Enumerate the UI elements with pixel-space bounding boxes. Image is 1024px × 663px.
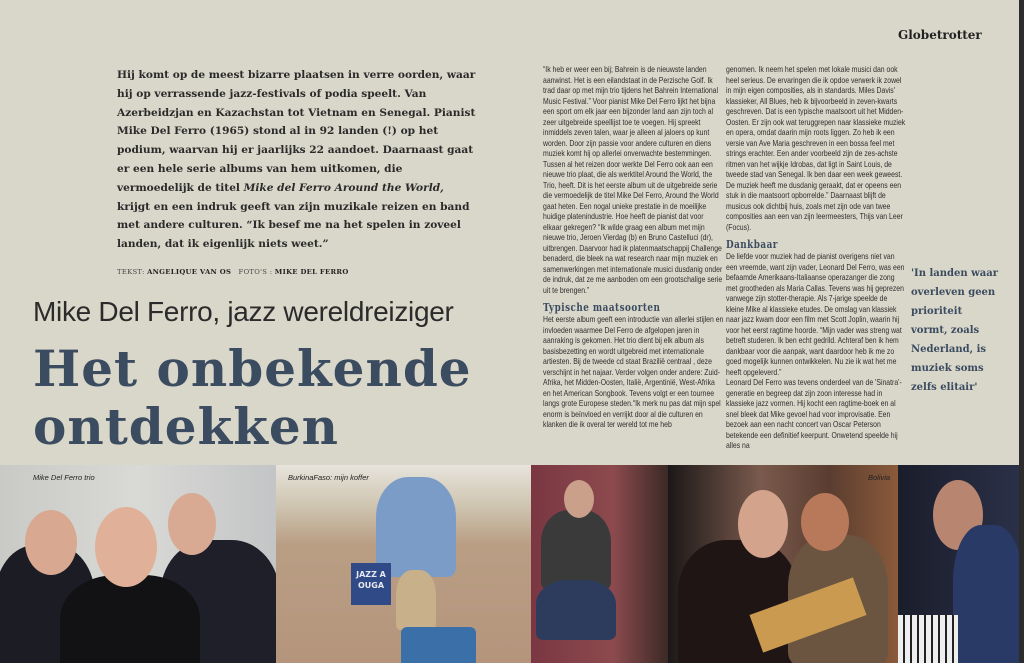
credits [117,268,349,276]
body-paragraph: De liefde voor muziek had de pianist overigens niet van een vreemde, want zijn vader, Leonard Del Ferro, was een befaamde Amerikaans-Italiaanse operazanger die zong met grootheden als Maria Callas. Tevens was hij geprezen vanwege zijn stotter-therapie. Als 7-jarige speelde de kleine Mike al klassieke etudes. De omslag van klassiek naar jazz kwam door een film met Scott Joplin, waarin hij voor het eerst ragtime hoorde. “Mijn vader was streng wat betreft studeren. Ik ben echt gedrild. Achteraf ben ik hem dankbaar voor die aanpak, want daardoor heb ik me zo goed mogelijk kunnen ontwikkelen. Nu zie ik wat het me heeft opgeleverd.” [726,251,905,377]
intro-text-end: krijgt en een indruk geeft van zijn muzikale reizen en band met andere culturen. “Ik besef me na het spelen in zoveel landen, dat ik eigenlijk niets weet.” [117,200,470,251]
credit-photo-label: FOTO'S : [238,268,273,276]
photo-caption: BurkinaFaso: mijn koffer [288,473,369,482]
text-column-2 [726,64,907,451]
intro-text: Hij komt op de meest bizarre plaatsen in verre oorden, waar hij op verrassende jazz-festivals of podia speelt. Van Azerbeidzjan en Kazachstan tot Vietnam en Senegal. Pianist Mike Del Ferro (1965) stond al in 92 landen (!) op het podium, waarvan hij er jaarlijks 22 aandoet. Daarnaast gaat er een hele serie albums van hem uitkomen, die vermoedelijk de titel [117,69,476,194]
intro-paragraph [117,66,477,254]
page-spine [1019,0,1024,663]
intro-album-title: Mike del Ferro Around the World, [243,181,444,194]
text-column-1 [543,64,724,430]
photo-burkina-faso [276,465,531,663]
photo-trio [0,465,276,663]
pull-quote: 'In landen waar overleven geen prioriteit vormt, zoals Nederland, is muziek soms zelfs elitair' [911,268,998,393]
photo-at-piano [531,465,668,663]
photo-caption: Bolivia [868,473,891,482]
credit-text-label: TEKST: [117,268,145,276]
photo-caption: Mike Del Ferro trio [33,473,95,482]
photo-bolivia [668,465,898,663]
body-paragraph: genomen. Ik neem het spelen met lokale musici dan ook heel serieus. De ervaringen die ik opdoe verwerk ik zowel in mijn eigen composities, als in standards. Miles Davis' klassieker, All Blues, heb ik bijvoorbeeld in zeven-kwarts geschreven. Dat is een typische maatsoort uit het Midden-Oosten. Er zijn ook wat teruggrepen naar klassieke muziek en opera, omdat daarin mijn roots liggen. Zo heb ik een versie van Ave Maria geschreven in een bossa feel met strings erachter. Een ander voorbeeld zijn de zes-achste ritmen van het wijkje Idrobas, dat ligt in Saint Louis, de tweede stad van Senegal. Ik ben daar een week geweest. De muziek heeft me dusdanig geraakt, dat er opeens een stuk in die maatsoort opborrelde.” Daarnaast blijft de musicus ook dichtbij huis, zoals met zijn ode van twee composities aan een van zijn leermeesters, Thijs van Leer (Focus). [726,64,906,232]
credit-photo-author: MIKE DEL FERRO [274,268,349,276]
jazz-sign: JAZZ A OUGA [351,563,391,605]
body-paragraph: Leonard Del Ferro was tevens onderdeel van de 'Sinatra'-generatie en begreep dat zijn zoon interesse had in klassieke jazz vormen. Hij kocht een ragtime-boek en al snel bleek dat Mike gevoel had voor improvisatie. Een bezoek aan een nacht concert van Oscar Peterson betekende een definitief keerpunt. Onwetend speelde hij alles na [726,377,902,450]
section-heading: Dankbaar [726,238,778,251]
title-line-2: ontdekken [33,397,340,456]
body-paragraph: Het eerste album geeft een introductie van allerlei stijlen en invloeden waarmee Del Ferro de afgelopen jaren in aanraking is gekomen. Het trio dient bij elk album als basisbezetting en wordt uitgebreid met internationale artiesten. Bij de tweede cd staat Brazilië centraal , deze verschijnt in het najaar. Verder volgen onder andere: Zuid-Afrika, het Midden-Oosten, Italië, Argentinië, West-Afrika en het American Songbook. Tevens volgt er een tournee langs grote Europese steden.“Ik merk nu pas dat mijn spel enorm is beïnvloed en verrijkt door al die culturen en klanken die ik overal ter wereld tot me heb [543,314,724,429]
credit-text-author: ANGELIQUE VAN OS [147,268,232,276]
title-line-1: Het onbekende [33,339,472,398]
body-paragraph: “Ik heb er weer een bij; Bahrein is de nieuwste landen aanwinst. Het is een eilandstaat in de Perzische Golf. Ik trad daar op met mijn trio tijdens het Bahrein International Music Festival.” Voor pianist Mike Del Ferro lijkt het bijna een sport om elk jaar een bijzonder land aan zijn toch al zeer uitgebreide speellijst toe te voegen. Hij spreekt inmiddels zeven talen, waar je alleen al jaloers op kunt worden. Door zijn passie voor andere culturen en diens muziek komt hij op allerlei onverwachte bestemmingen. Tussen al het reizen door werkte Del Ferro ook aan een nieuwe trio plaat, die als werktitel Around the World, the Trio, heeft. Dit is het eerste album uit de uitgebreide serie die vermoedelijk de titel Mike Del Ferro, Around the World gaat heten. Een nogal unieke prestatie in de moeilijke huidige platenindustrie. Hoe heeft de pianist dat voor elkaar gekregen? “Ik wilde graag een album met mijn nieuwe trio, Jeroen Vierdag (b) en Bruno Castelluci (dr), uitbrengen. Daarvoor had ik platenmaatschappij Challenge benaderd, die bleek na wat research naar mijn muziek en samenwerkingen met internationale musici dusdanig onder de indruk, dat ze me aanboden om een grootschalige serie uit te brengen.” [543,64,723,295]
article-subtitle: Mike Del Ferro, jazz wereldreiziger [33,296,454,327]
section-label: Globetrotter [898,28,982,42]
article-title [33,340,472,456]
section-heading: Typische maatsoorten [543,301,661,314]
photo-pianist [898,465,1019,663]
